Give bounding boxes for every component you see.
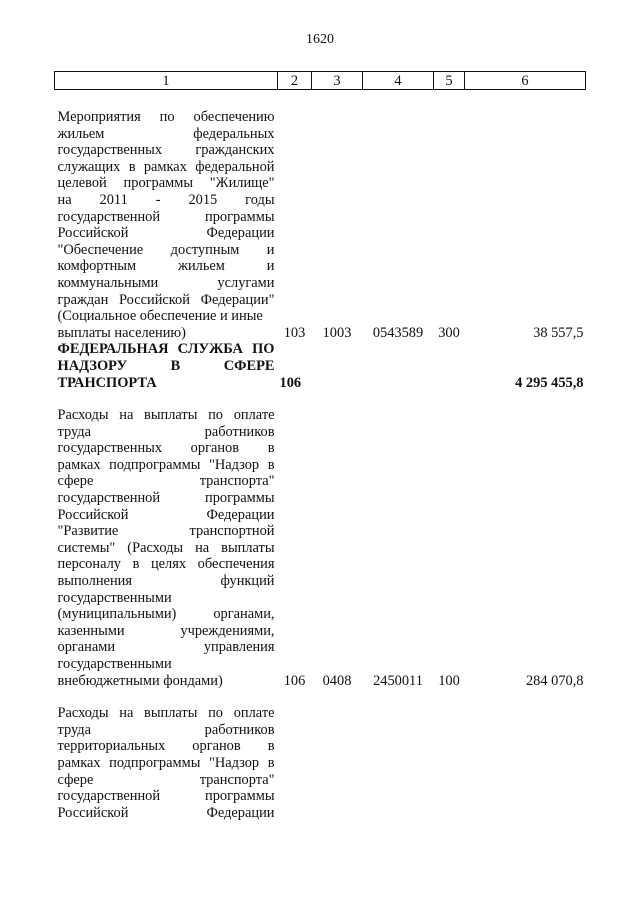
header-col-1: 1 [55,72,278,90]
cell-col-4 [363,689,434,821]
header-col-3: 3 [312,72,363,90]
description-line: Расходы на выплаты по оплате [57,705,275,722]
table-row [55,689,586,821]
description-line: сфере транспорта" [57,473,275,490]
description-line: Расходы на выплаты по оплате [57,407,275,424]
cell-col-2: 106 [279,374,302,391]
description-line: труда работников [57,721,275,738]
cell-col-5: 300 [438,324,460,341]
header-col-4: 4 [363,72,434,90]
description-line: "Обеспечение доступным и [57,241,275,258]
section-title-line: ТРАНСПОРТА [57,374,157,391]
section-row [55,341,586,391]
row-description [55,689,278,821]
header-col-2: 2 [278,72,312,90]
description-line: выполнения функций [57,573,275,590]
description-line: казенными учреждениями, [57,622,275,639]
cell-col-4: 0543589 [372,324,424,341]
description-line: коммунальными услугами [57,274,275,291]
description-line: граждан Российской Федерации" [57,291,275,308]
page-number: 1620 [306,32,334,47]
description-line: системы" (Расходы на выплаты [57,539,275,556]
cell-col-3 [312,341,363,391]
cell-col-3 [312,689,363,821]
description-line: государственной программы [57,208,275,225]
description-line: Российской Федерации [57,804,275,821]
description-line: сфере транспорта" [57,771,275,788]
description-line: Российской Федерации [57,506,275,523]
section-title-line: ФЕДЕРАЛЬНАЯ СЛУЖБА ПО [57,341,275,358]
description-line: (муниципальными) органами, [57,606,275,623]
budget-table [54,71,586,821]
cell-col-2: 103 [283,324,306,341]
description-line: государственных гражданских [57,142,275,159]
description-line: территориальных органов в [57,738,275,755]
header-col-5: 5 [434,72,465,90]
cell-col-5 [434,341,465,391]
description-line: (Социальное обеспечение и иные [57,308,263,325]
description-line: "Развитие транспортной [57,523,275,540]
section-title-line: НАДЗОРУ В СФЕРЕ [57,357,275,374]
cell-col-3: 0408 [322,672,352,689]
description-line: выплаты населению) [57,324,186,341]
description-line: государственных органов в [57,440,275,457]
description-line: государственной программы [57,490,275,507]
cell-col-6: 284 070,8 [525,672,584,689]
cell-col-6: 38 557,5 [533,324,584,341]
description-line: персоналу в целях обеспечения [57,556,275,573]
cell-col-6 [465,689,586,821]
description-line: государственными [57,656,172,672]
description-line: труда работников [57,423,275,440]
description-line: жильем федеральных [57,125,275,142]
description-line: комфортным жильем и [57,258,275,275]
cell-col-6: 4 295 455,8 [515,374,584,391]
table-row [55,90,586,342]
description-line: рамках подпрограммы "Надзор в [57,456,275,473]
cell-col-2: 106 [283,672,306,689]
row-description [55,90,278,342]
header-col-6: 6 [465,72,586,90]
description-line: на 2011 - 2015 годы [57,191,275,208]
row-description [55,391,278,689]
section-title [55,341,278,391]
description-line: Российской Федерации [57,225,275,242]
description-line: служащих в рамках федеральной [57,158,275,175]
cell-col-5: 100 [438,672,460,689]
description-line: государственными [57,589,172,606]
cell-col-4: 2450011 [373,672,423,689]
description-line: органами управления [57,639,275,656]
header-row [55,72,586,90]
description-line: внебюджетными фондами) [57,672,223,689]
description-line: целевой программы "Жилище" [57,175,275,192]
table-row [55,391,586,689]
description-line: Мероприятия по обеспечению [57,109,275,125]
description-line: государственной программы [57,788,275,805]
cell-col-5 [434,689,465,821]
description-line: рамках подпрограммы "Надзор в [57,754,275,771]
table-header [55,72,586,90]
cell-col-4 [363,341,434,391]
cell-col-2 [278,689,312,821]
cell-col-3: 1003 [322,324,352,341]
